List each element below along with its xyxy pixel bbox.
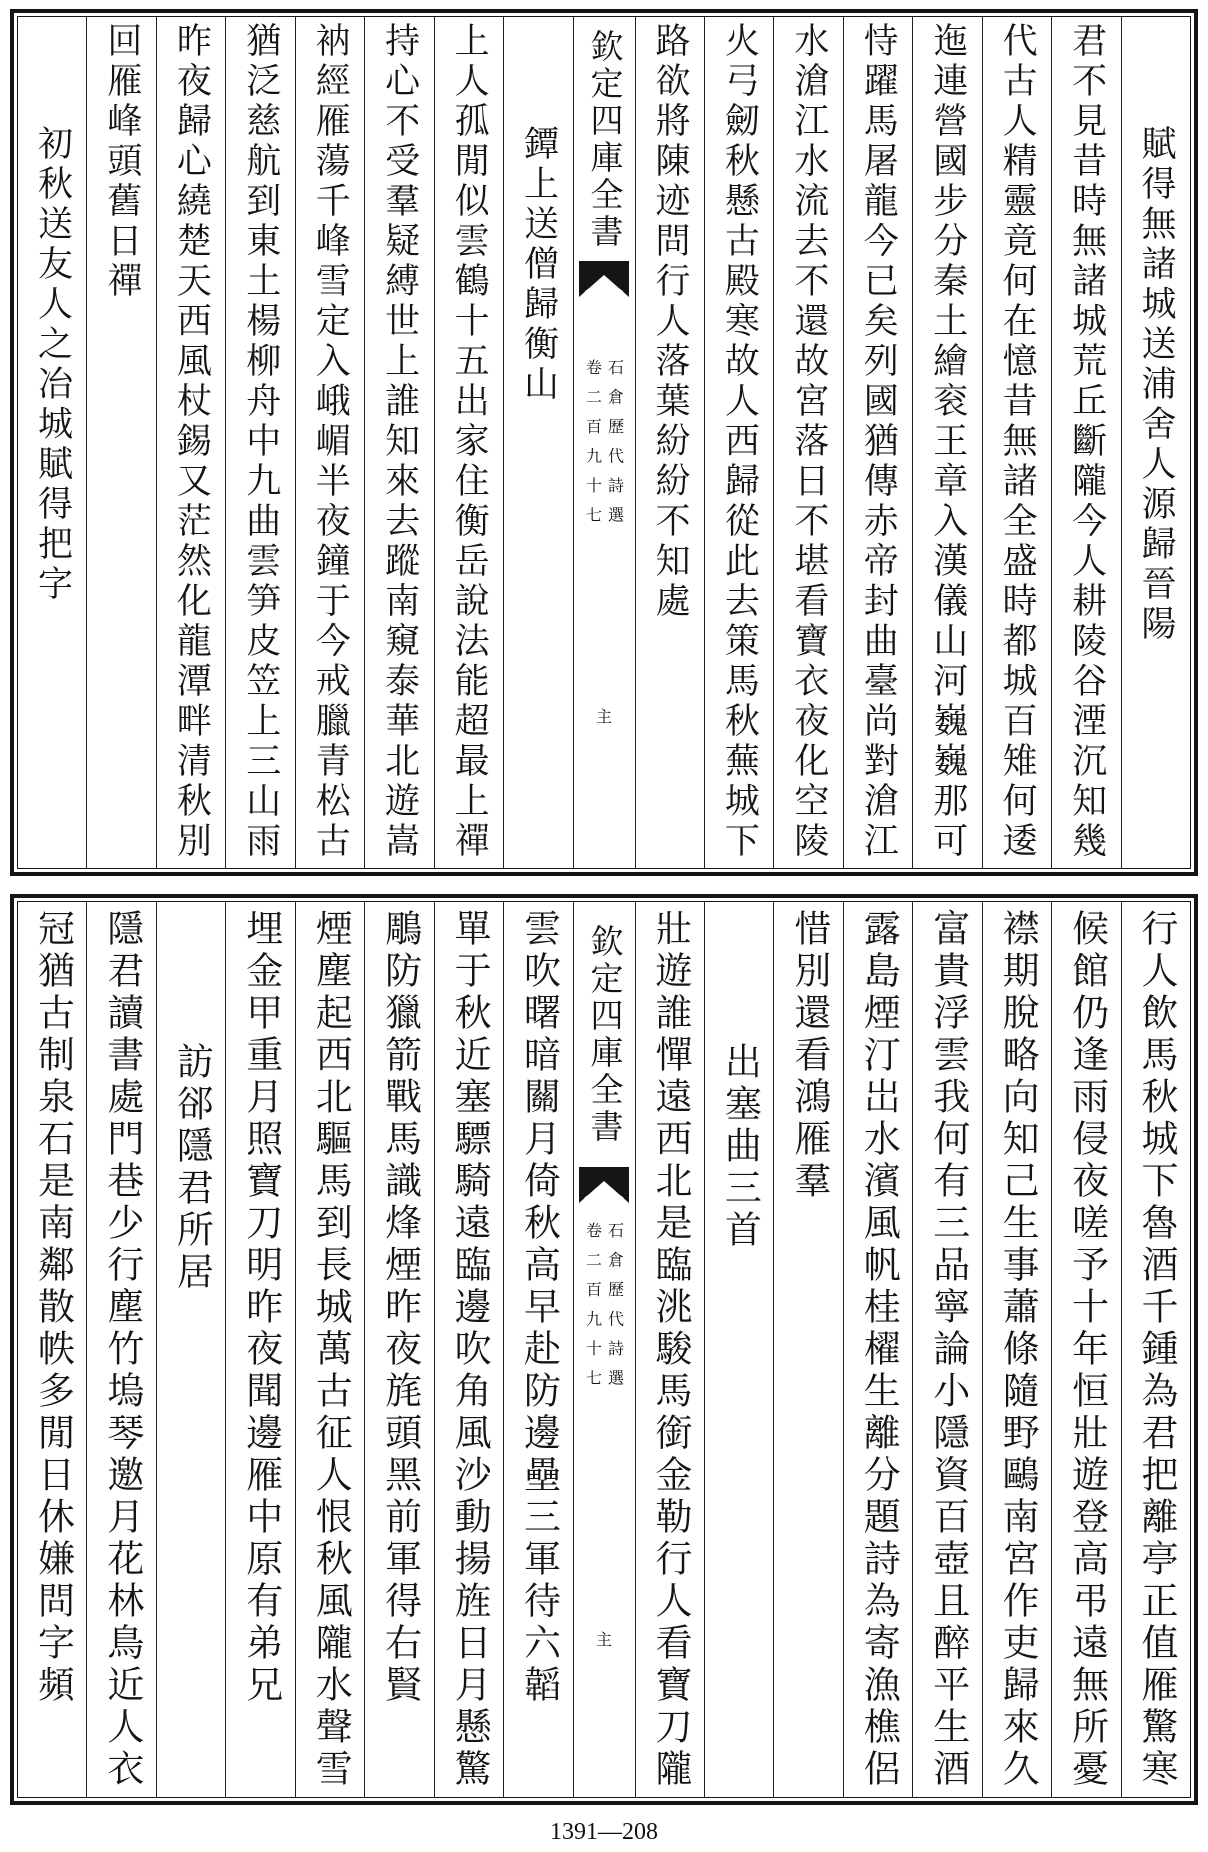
text-column: 恃躍馬屠龍今已矣列國猶傳赤帝封曲臺尚對滄江 [843, 17, 912, 868]
text-frame [17, 901, 1191, 1798]
text-column: 回雁峰頭舊日禪 [86, 17, 155, 868]
fish-tail-mark-icon [579, 261, 629, 299]
poem-title-column: 賦得無諸城送浦舍人源歸晉陽 [1121, 17, 1190, 868]
text-column: 惜別還看鴻雁羣 [773, 902, 842, 1797]
text-column: 火弓劒秋懸古殿寒故人西歸從此去策馬秋蕪城下 [704, 17, 773, 868]
text-column: 行人飲馬秋城下魯酒千鍾為君把離亭正值雁驚寒 [1121, 902, 1190, 1797]
page-footer: 1391—208 [550, 1819, 658, 1845]
text-column: 冠猶古制泉石是南鄰散帙多閒日休嫌問字頻 [31, 909, 75, 1707]
center-fold-column [573, 17, 635, 868]
text-column: 鵰防獵箭戰馬識烽煙昨夜旄頭黑前軍得右賢 [364, 902, 433, 1797]
collection-title: 石倉歷代詩選 [605, 1222, 625, 1399]
text-column: 富貴浮雲我何有三品寧論小隱資百壺且醉平生酒 [912, 902, 981, 1797]
text-column: 持心不受羣疑縛世上誰知來去蹤南窺泰華北遊嵩 [364, 17, 433, 868]
text-column: 代古人精靈竟何在憶昔無諸全盛時都城百雉何逶 [982, 17, 1051, 868]
text-column: 君不見昔時無諸城荒丘斷隴今人耕陵谷湮沉知幾 [1051, 17, 1120, 868]
bottom-page-panel [10, 894, 1198, 1805]
text-column: 水滄江水流去不還故宮落日不堪看寶衣夜化空陵 [773, 17, 842, 868]
text-column: 埋金甲重月照寶刀明昨夜聞邊雁中原有弟兄 [225, 902, 294, 1797]
top-page-panel [10, 9, 1198, 876]
text-column: 單于秋近塞驃騎遠臨邊吹角風沙動揚旌日月懸驚 [434, 902, 503, 1797]
center-fold-column [573, 902, 635, 1797]
text-column: 壯遊誰憚遠西北是臨洮駿馬銜金勒行人看寶刀隴 [635, 902, 704, 1797]
book-title: 欽定四庫全書 [585, 29, 625, 251]
collection-title: 石倉歷代詩選 [605, 359, 625, 536]
running-header [582, 359, 626, 536]
text-column: 隱君讀書處門巷少行塵竹塢琴邀月花林鳥近人衣 [86, 902, 155, 1797]
poem-title-column: 初秋送友人之冶城賦得把字 [32, 125, 73, 605]
poem-title-column: 訪郤隱君所居 [156, 902, 225, 1797]
text-column: 昨夜歸心繞楚天西風杖錫又茫然化龍潭畔清秋別 [156, 17, 225, 868]
fish-tail-mark-icon [579, 1167, 629, 1205]
text-column: 露島煙汀岀水濱風帆桂櫂生離分題詩為寄漁樵侶 [843, 902, 912, 1797]
poem-title-column: 出塞曲三首 [704, 902, 773, 1797]
volume-number: 卷二百九十七 [583, 359, 603, 536]
text-column: 路欲將陳迹問行人落葉紛紛不知處 [635, 17, 704, 868]
running-header [582, 1222, 626, 1399]
text-column: 候館仍逢雨侵夜嗟予十年恒壯遊登高弔遠無所憂 [1051, 902, 1120, 1797]
page-mark: 主 [595, 1630, 612, 1649]
book-title: 欽定四庫全書 [585, 924, 625, 1146]
poem-title-column: 鐔上送僧歸衡山 [503, 17, 572, 868]
text-column: 煙塵起西北驅馬到長城萬古征人恨秋風隴水聲雪 [295, 902, 364, 1797]
text-column: 衲經雁蕩千峰雪定入峨嵋半夜鐘于今戒臘青松古 [295, 17, 364, 868]
text-frame [17, 16, 1191, 869]
text-column: 襟期脫略向知己生事蕭條隨野鷗南宮作吏歸來久 [982, 902, 1051, 1797]
text-column: 雲吹曙暗關月倚秋高早赴防邊壘三軍待六韜 [503, 902, 572, 1797]
text-column: 上人孤閒似雲鶴十五出家住衡岳說法能超最上禪 [434, 17, 503, 868]
volume-number: 卷二百九十七 [583, 1222, 603, 1399]
text-column: 迤連營國步分秦土繪衮王章入漢儀山河巍巍那可 [912, 17, 981, 868]
text-column: 猶泛慈航到東土楊柳舟中九曲雲笋皮笠上三山雨 [225, 17, 294, 868]
page-mark: 主 [595, 707, 612, 726]
